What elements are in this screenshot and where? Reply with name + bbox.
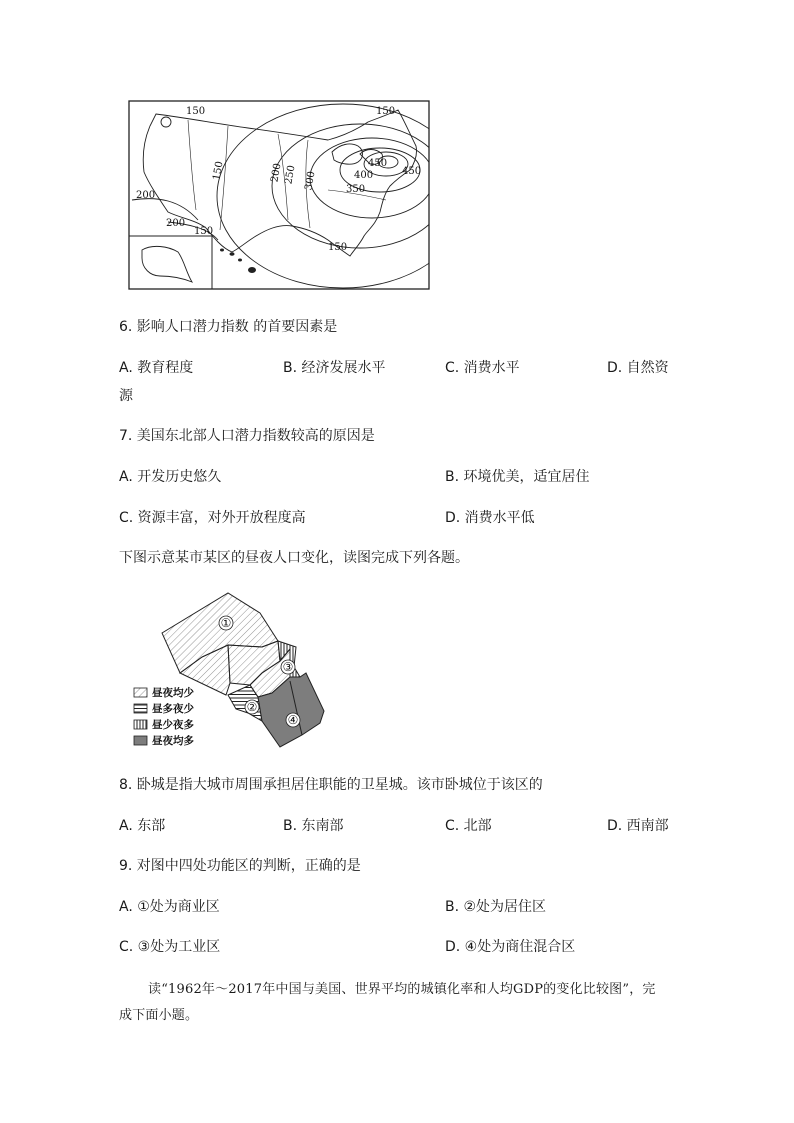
zone-label: ② <box>246 700 258 714</box>
legend-swatch-solid <box>134 736 147 745</box>
legend-label: 昼多夜少 <box>152 703 194 715</box>
contour-label: 150 <box>194 226 214 237</box>
contour-label: 350 <box>346 184 366 195</box>
legend <box>134 686 194 747</box>
question-6-option-d[interactable]: D. 自然资 <box>607 360 669 376</box>
question-7-option-d[interactable]: D. 消费水平低 <box>445 510 535 526</box>
zone-label: ① <box>220 616 232 630</box>
question-7-option-b[interactable]: B. 环境优美，适宜居住 <box>445 469 590 485</box>
section-intro-urbanization-line1: 读“1962年～2017年中国与美国、世界平均的城镇化率和人均GDP的变化比较图”，完 <box>148 982 656 997</box>
question-8-stem: 8. 卧城是指大城市周围承担居住职能的卫星城。该市卧城位于该区的 <box>119 777 543 793</box>
question-7-option-a[interactable]: A. 开发历史悠久 <box>119 469 222 485</box>
contour-label: 200 <box>166 218 186 229</box>
contour-label: 200 <box>136 190 156 201</box>
contour-label: 250 <box>283 164 298 186</box>
question-9-option-a[interactable]: A. ①处为商业区 <box>119 899 220 915</box>
question-7-stem: 7. 美国东北部人口潜力指数较高的原因是 <box>119 428 375 444</box>
contour-label: 150 <box>376 106 396 117</box>
contour-label: 450 <box>368 158 388 169</box>
question-6-option-b[interactable]: B. 经济发展水平 <box>283 360 386 376</box>
contour-label: 400 <box>354 170 374 181</box>
contour-label: 450 <box>402 166 422 177</box>
question-9-stem: 9. 对图中四处功能区的判断，正确的是 <box>119 858 361 874</box>
zone-label: ④ <box>287 713 299 727</box>
question-9-option-d[interactable]: D. ④处为商住混合区 <box>445 939 576 955</box>
legend-swatch-horiz <box>134 704 147 713</box>
question-8-option-b[interactable]: B. 东南部 <box>283 818 344 834</box>
section-intro-urbanization-line2: 成下面小题。 <box>119 1008 199 1023</box>
question-6-option-d-wrap: 源 <box>119 388 133 404</box>
question-9-option-b[interactable]: B. ②处为居住区 <box>445 899 547 915</box>
contour-label: 150 <box>211 160 226 182</box>
contour-label: 200 <box>269 162 284 184</box>
legend-swatch-vert <box>134 720 147 729</box>
zone-label: ③ <box>282 660 294 674</box>
contour-label: 150 <box>186 106 206 117</box>
contour-label: 300 <box>303 170 318 192</box>
question-6-option-a[interactable]: A. 教育程度 <box>119 360 194 376</box>
section-intro-day-night: 下图示意某市某区的昼夜人口变化，读图完成下列各题。 <box>119 550 469 566</box>
legend-swatch-diag <box>134 688 147 697</box>
legend-label: 昼夜均多 <box>152 735 194 747</box>
question-9-option-c[interactable]: C. ③处为工业区 <box>119 939 221 955</box>
legend-label: 昼夜均少 <box>152 687 194 699</box>
district-day-night-map <box>130 585 330 755</box>
contour-label: 150 <box>328 242 348 253</box>
question-7-option-c[interactable]: C. 资源丰富，对外开放程度高 <box>119 510 306 526</box>
question-8-option-a[interactable]: A. 东部 <box>119 818 166 834</box>
question-6-option-c[interactable]: C. 消费水平 <box>445 360 520 376</box>
population-potential-map <box>128 100 430 290</box>
legend-label: 昼少夜多 <box>152 719 194 731</box>
question-8-option-d[interactable]: D. 西南部 <box>607 818 669 834</box>
map-frame <box>129 101 429 289</box>
question-8-option-c[interactable]: C. 北部 <box>445 818 492 834</box>
question-6-stem: 6. 影响人口潜力指数 的首要因素是 <box>119 319 338 335</box>
